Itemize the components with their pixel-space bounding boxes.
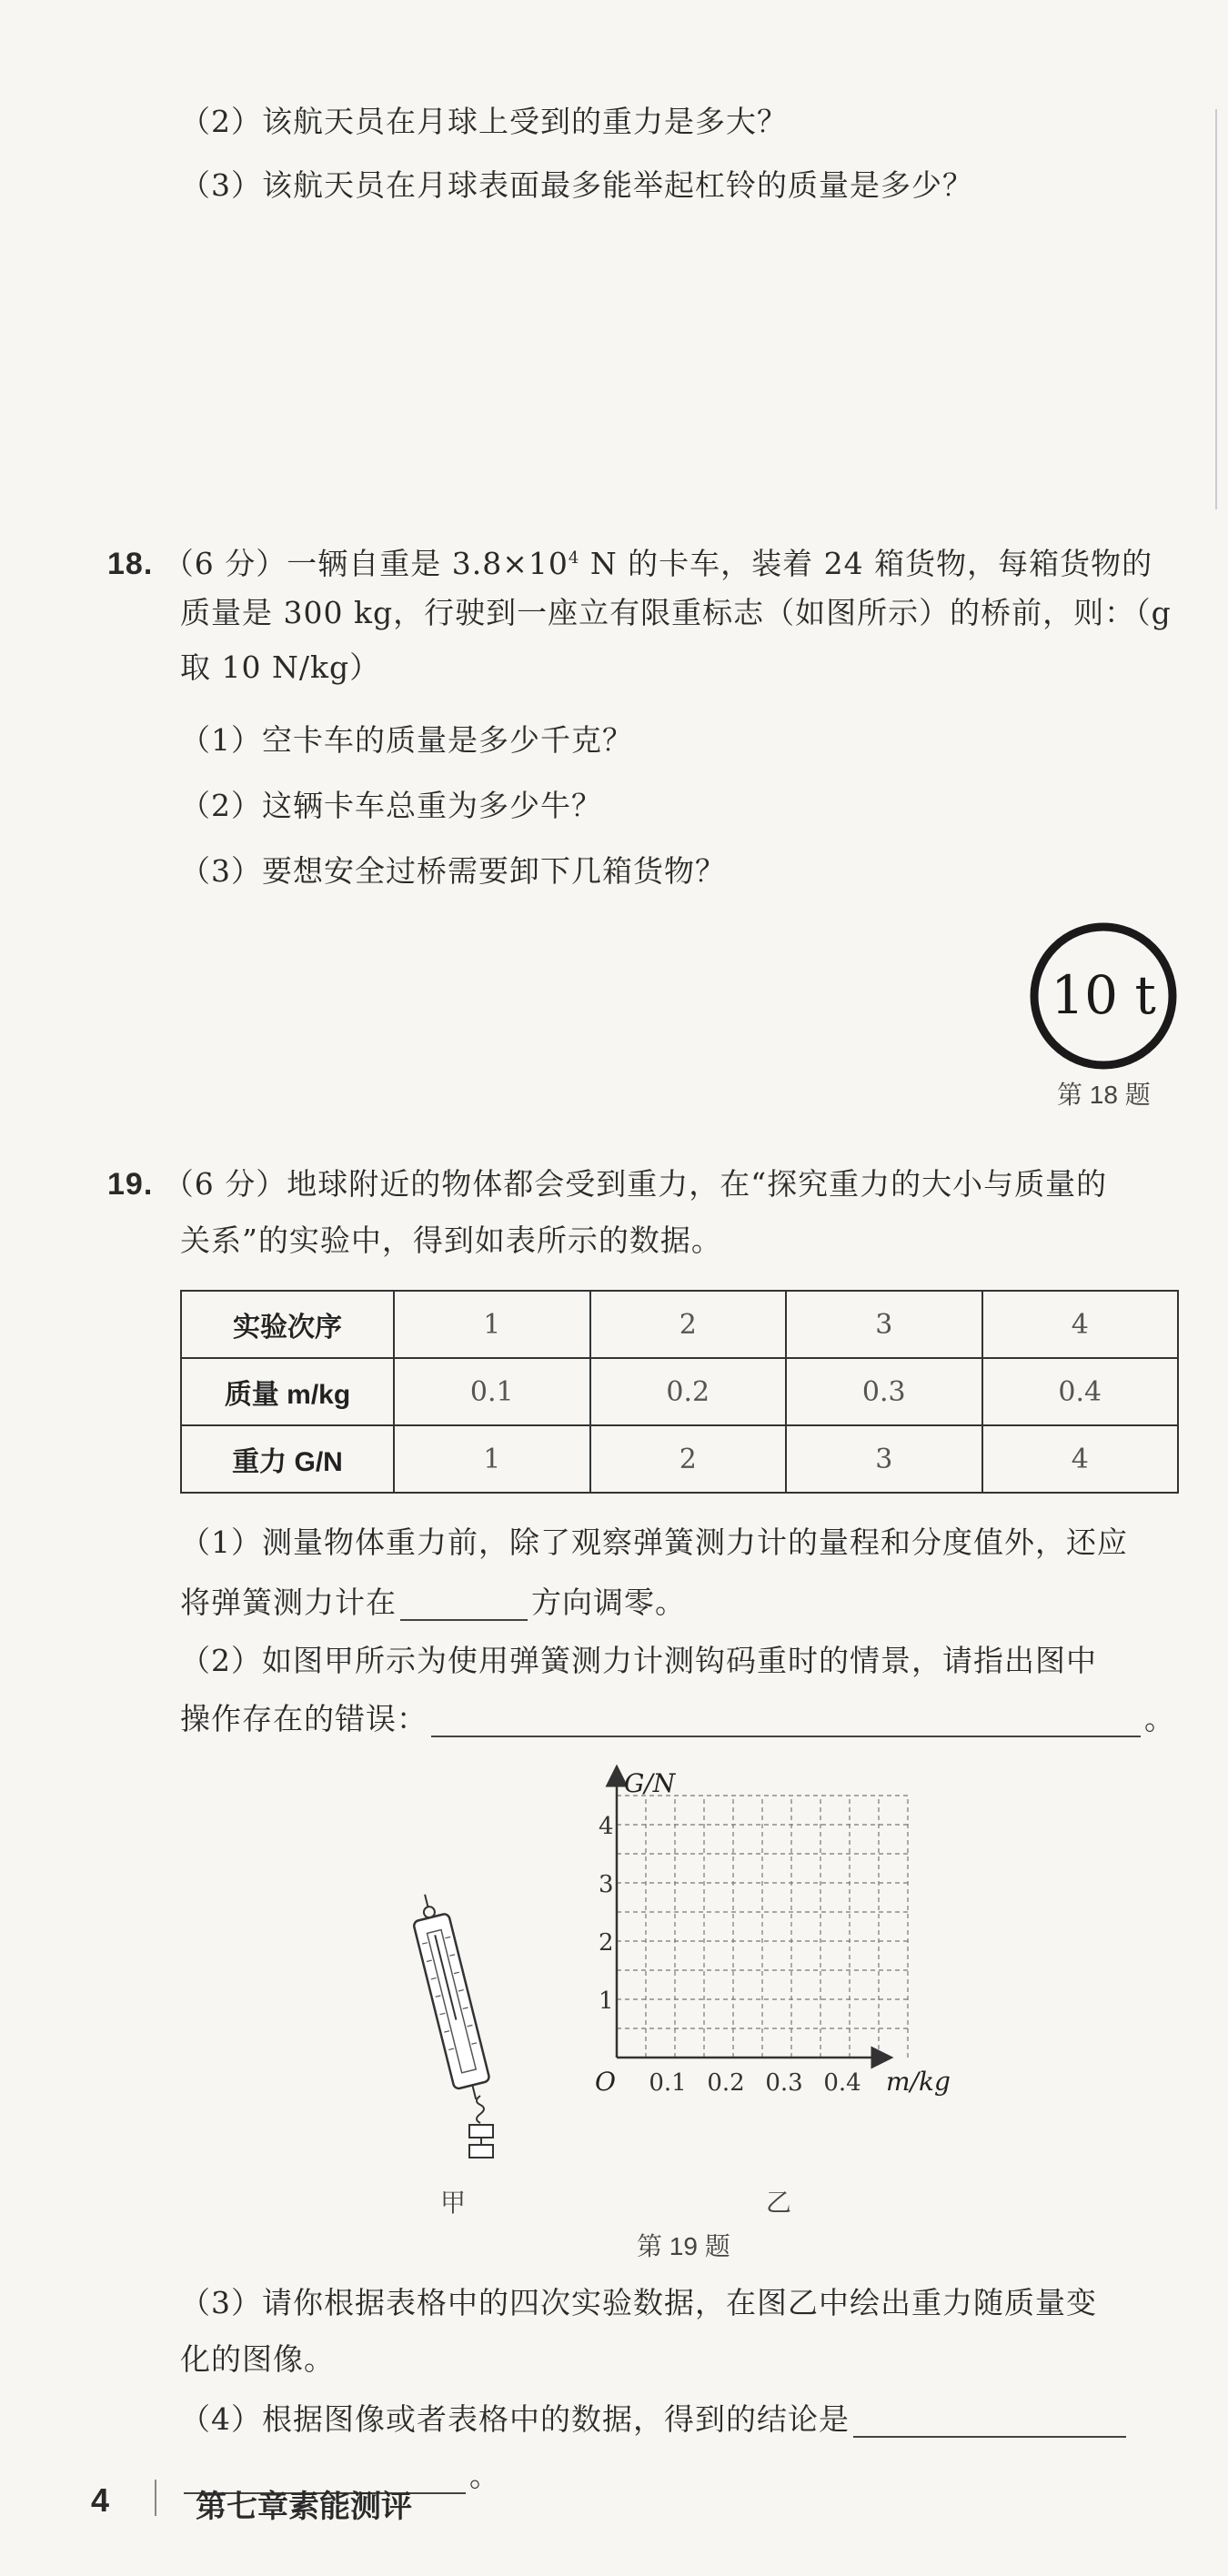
x-tick-label: 0.3	[765, 2069, 803, 2097]
q18-part3: （3）要想安全过桥需要卸下几箱货物？	[180, 853, 726, 889]
table-row	[181, 1425, 1178, 1493]
q19-line1-text: （6 分）地球附近的物体都会受到重力，在“探究重力的大小与质量的	[163, 1166, 1108, 1202]
x-tick-label: 0.2	[707, 2069, 745, 2097]
y-tick-label: 2	[599, 1929, 614, 1957]
x-tick-label: 0.4	[823, 2069, 861, 2097]
q17-part2: （2）该航天员在月球上受到的重力是多大？	[180, 104, 788, 139]
q18-caption: 第 18 题	[1057, 1081, 1151, 1109]
y-axis-label: G/N	[624, 1768, 676, 1798]
x-axis-label: m/kg	[886, 2067, 951, 2097]
y-tick-label: 4	[599, 1813, 614, 1840]
origin-label: O	[595, 2067, 616, 2097]
answer-blank[interactable]	[853, 2400, 1126, 2438]
q19-part2-prefix: 操作存在的错误：	[180, 1701, 428, 1736]
table-cell: 4	[982, 1291, 1179, 1358]
q18-part2: （2）这辆卡车总重为多少牛？	[180, 788, 602, 823]
x-tick-label: 0.1	[649, 2069, 687, 2097]
footer-divider	[155, 2480, 156, 2516]
footer-title: 第七章素能测评	[196, 2490, 412, 2524]
hook-weight	[469, 2145, 493, 2158]
q19-line1	[107, 1166, 1107, 1202]
g-m-graph	[582, 1765, 982, 2147]
table-cell: 0.1	[394, 1358, 590, 1425]
q18-part1: （1）空卡车的质量是多少千克？	[180, 722, 633, 758]
spring-scale-figure	[400, 1883, 509, 2174]
q18-line1-a: （6 分）一辆自重是 3.8×10	[163, 546, 569, 581]
q19-part1-suffix: 方向调零。	[531, 1585, 686, 1620]
answer-blank[interactable]	[400, 1583, 528, 1621]
q18-line3: 取 10 N/kg）	[180, 649, 381, 685]
table-cell: 0.4	[982, 1358, 1179, 1425]
q19-number: 19.	[107, 1167, 154, 1202]
table-header-cell: 质量 m/kg	[181, 1358, 394, 1425]
q19-part1-prefix: 将弹簧测力计在	[180, 1585, 397, 1620]
q19-part4-end: 。	[469, 2458, 500, 2493]
table-cell: 0.2	[590, 1358, 787, 1425]
q18-line1-b: N 的卡车，装着 24 箱货物，每箱货物的	[579, 546, 1153, 581]
q19-part4-line1	[180, 2400, 1130, 2438]
table-header-cell: 重力 G/N	[181, 1425, 394, 1493]
table-cell: 3	[786, 1425, 982, 1493]
q19-part3-line1: （3）请你根据表格中的四次实验数据，在图乙中绘出重力随质量变	[180, 2285, 1097, 2320]
q19-caption: 第 19 题	[637, 2232, 730, 2260]
q18-line1	[107, 540, 1153, 582]
hook-weight	[469, 2125, 493, 2138]
figure-jia-label: 甲	[440, 2189, 467, 2217]
q17-part3: （3）该航天员在月球表面最多能举起杠铃的质量是多少？	[180, 167, 973, 203]
q19-part1-line1: （1）测量物体重力前，除了观察弹簧测力计的量程和分度值外，还应	[180, 1524, 1128, 1560]
y-tick-label: 1	[599, 1987, 614, 2015]
q19-line2: 关系”的实验中，得到如表所示的数据。	[180, 1223, 722, 1258]
q19-part2-end: 。	[1144, 1701, 1175, 1736]
page-number: 4	[91, 2481, 110, 2519]
table-cell: 2	[590, 1291, 787, 1358]
table-row	[181, 1291, 1178, 1358]
table-cell: 1	[394, 1291, 590, 1358]
q18-number: 18.	[107, 547, 154, 581]
q19-part1-line2	[180, 1583, 686, 1621]
table-cell: 1	[394, 1425, 590, 1493]
table-cell: 3	[786, 1291, 982, 1358]
spring-scale-body	[408, 1890, 494, 2104]
figure-yi-label: 乙	[766, 2189, 792, 2217]
q19-part2-line2	[180, 1699, 1175, 1737]
table-cell: 0.3	[786, 1358, 982, 1425]
q19-part3-line2: 化的图像。	[180, 2341, 335, 2377]
q19-part2-line1: （2）如图甲所示为使用弹簧测力计测钩码重时的情景，请指出图中	[180, 1643, 1097, 1678]
sign-text: 10 t	[1051, 964, 1156, 1026]
q18-line1-exponent: 4	[568, 548, 580, 568]
table-row	[181, 1358, 1178, 1425]
answer-blank[interactable]	[431, 1699, 1141, 1737]
page-edge-line	[1215, 109, 1217, 509]
table-cell: 4	[982, 1425, 1179, 1493]
hook	[477, 2096, 484, 2123]
q19-part4-prefix: （4）根据图像或者表格中的数据，得到的结论是	[180, 2401, 850, 2437]
table-cell: 2	[590, 1425, 787, 1493]
experiment-data-table	[180, 1290, 1179, 1494]
y-tick-label: 3	[599, 1871, 614, 1898]
table-header-cell: 实验次序	[181, 1291, 394, 1358]
q18-line2: 质量是 300 kg，行驶到一座立有限重标志（如图所示）的桥前，则：（g	[180, 595, 1172, 630]
weight-limit-sign	[1026, 919, 1181, 1073]
graph-grid	[617, 1796, 908, 2058]
